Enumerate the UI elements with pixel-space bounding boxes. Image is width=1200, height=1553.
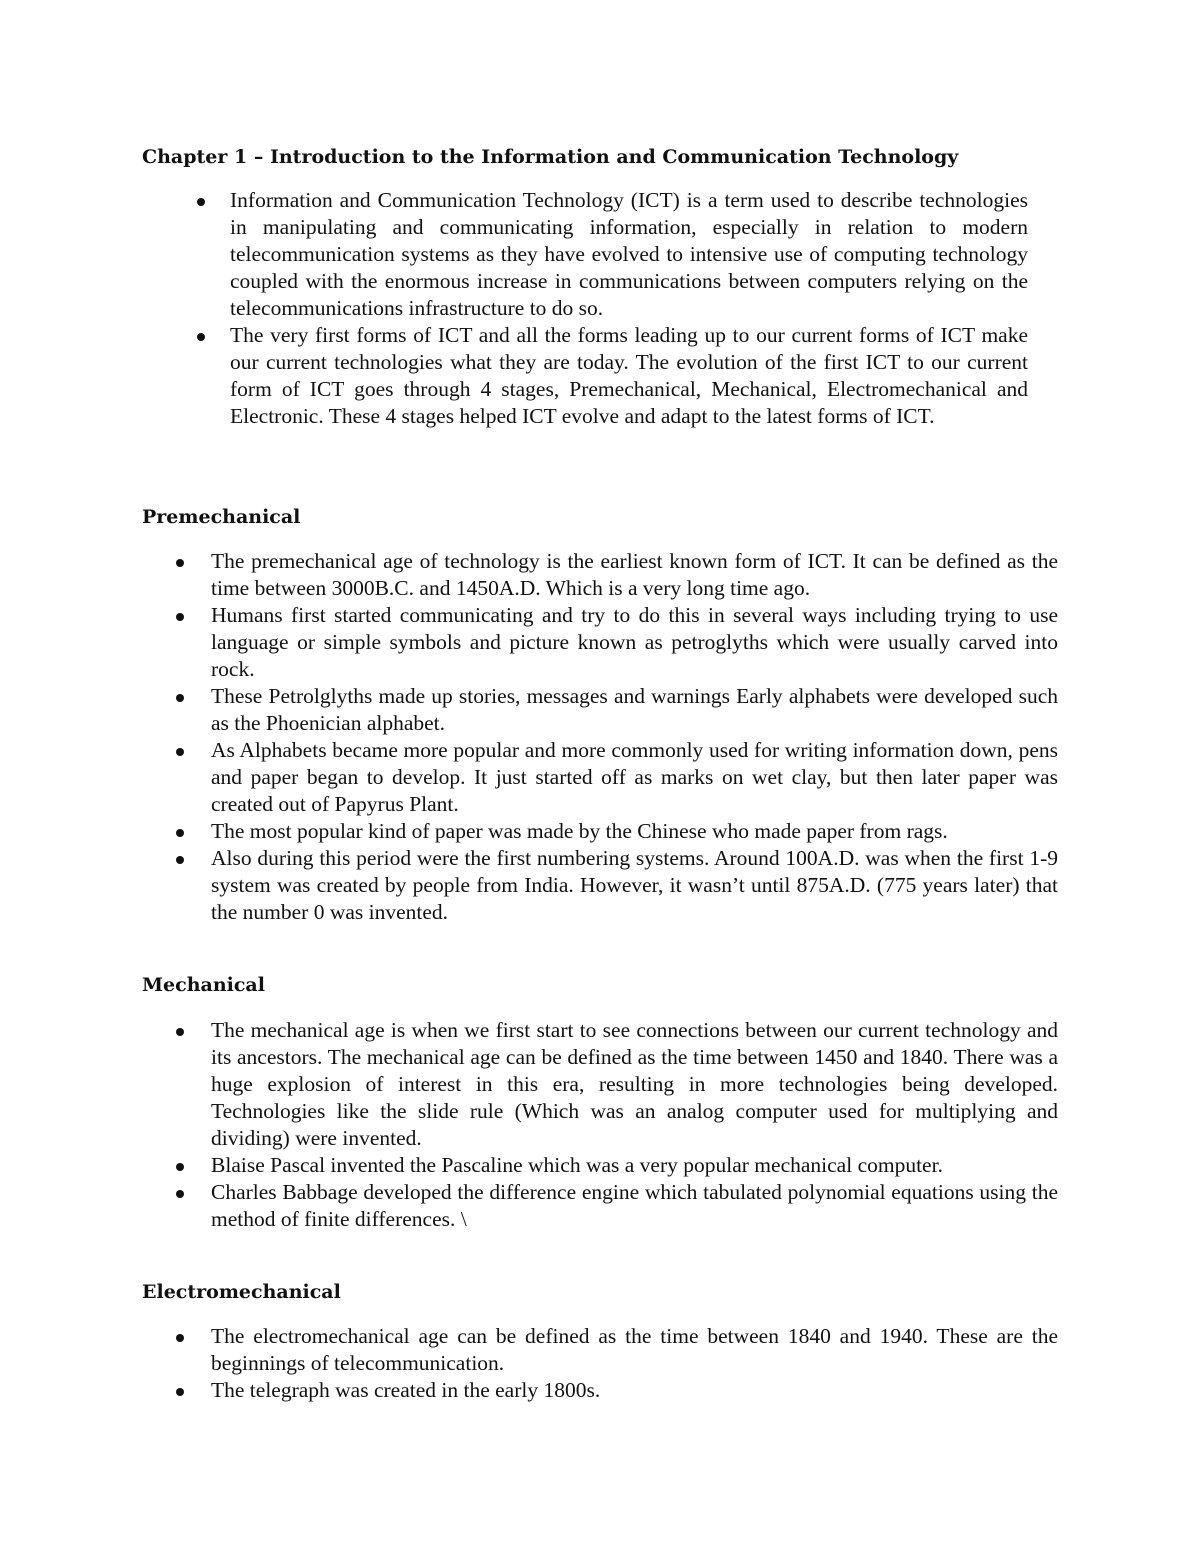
list-item-text: Information and Communication Technology (ICT) is a term used to describe technologies in manipulating and communicating information, especially in relation to modern telecommunication systems as they have evolved to intensive use of computing technology coupled with the enormous increase in communications between computers relying on the telecommunications infrastructure to do so. — [230, 188, 1028, 320]
list-item — [211, 818, 1058, 845]
bullet-icon — [176, 829, 184, 837]
list-item-text: The premechanical age of technology is the earliest known form of ICT. It can be defined as the time between 3000B.C. and 1450A.D. Which is a very long time ago. — [211, 549, 1058, 600]
section-heading-premechanical: Premechanical — [142, 506, 301, 528]
list-item-text: The electromechanical age can be defined as the time between 1840 and 1940. These are the beginnings of telecommunication. — [211, 1324, 1058, 1375]
electromechanical-list — [211, 1323, 1058, 1404]
bullet-icon — [176, 694, 184, 702]
section-heading-electromechanical: Electromechanical — [142, 1281, 341, 1303]
premechanical-list — [211, 548, 1058, 926]
list-item — [211, 548, 1058, 602]
section-heading-mechanical: Mechanical — [142, 974, 265, 996]
list-item-text: Also during this period were the first numbering systems. Around 100A.D. was when the first 1-9 system was created by people from India. However, it wasn’t until 875A.D. (775 years later) that the number 0 was invented. — [211, 846, 1058, 924]
bullet-icon — [197, 333, 205, 341]
list-item — [230, 322, 1028, 430]
list-item-text: The very first forms of ICT and all the forms leading up to our current forms of ICT make our current technologies what they are today. The evolution of the first ICT to our current form of ICT goes through 4 stages, Premechanical, Mechanical, Electromechanical and Electronic. These 4 stages helped ICT evolve and adapt to the latest forms of ICT. — [230, 323, 1028, 428]
list-item — [211, 1377, 1058, 1404]
bullet-icon — [176, 1334, 184, 1342]
bullet-icon — [176, 1028, 184, 1036]
bullet-icon — [197, 198, 205, 206]
list-item — [211, 1179, 1058, 1233]
list-item — [211, 683, 1058, 737]
list-item — [211, 1323, 1058, 1377]
list-item-text: These Petrolglyths made up stories, messages and warnings Early alphabets were developed such as the Phoenician alphabet. — [211, 684, 1058, 735]
list-item — [211, 845, 1058, 926]
list-item-text: As Alphabets became more popular and more commonly used for writing information down, pens and paper began to develop. It just started off as marks on wet clay, but then later paper was created out of Papyrus Plant. — [211, 738, 1058, 816]
list-item-text: The most popular kind of paper was made by the Chinese who made paper from rags. — [211, 819, 948, 843]
bullet-icon — [176, 1163, 184, 1171]
bullet-icon — [176, 559, 184, 567]
list-item — [211, 1017, 1058, 1152]
bullet-icon — [176, 1388, 184, 1396]
intro-list — [230, 187, 1028, 430]
bullet-icon — [176, 613, 184, 621]
list-item-text: Blaise Pascal invented the Pascaline which was a very popular mechanical computer. — [211, 1153, 943, 1177]
list-item-text: Charles Babbage developed the difference engine which tabulated polynomial equations using the method of finite differences. \ — [211, 1180, 1058, 1231]
mechanical-list — [211, 1017, 1058, 1233]
list-item-text: Humans first started communicating and try to do this in several ways including trying to use language or simple symbols and picture known as petroglyths which were usually carved into rock. — [211, 603, 1058, 681]
list-item — [211, 602, 1058, 683]
list-item — [230, 187, 1028, 322]
bullet-icon — [176, 748, 184, 756]
chapter-heading: Chapter 1 – Introduction to the Information and Communication Technology — [142, 146, 959, 168]
bullet-icon — [176, 856, 184, 864]
list-item — [211, 1152, 1058, 1179]
bullet-icon — [176, 1190, 184, 1198]
list-item-text: The telegraph was created in the early 1800s. — [211, 1378, 601, 1402]
list-item-text: The mechanical age is when we first start to see connections between our current technology and its ancestors. The mechanical age can be defined as the time between 1450 and 1840. There was a huge explosion of interest in this era, resulting in more technologies being developed. Technologies like the slide rule (Which was an analog computer used for multiplying and dividing) were invented. — [211, 1018, 1058, 1150]
list-item — [211, 737, 1058, 818]
